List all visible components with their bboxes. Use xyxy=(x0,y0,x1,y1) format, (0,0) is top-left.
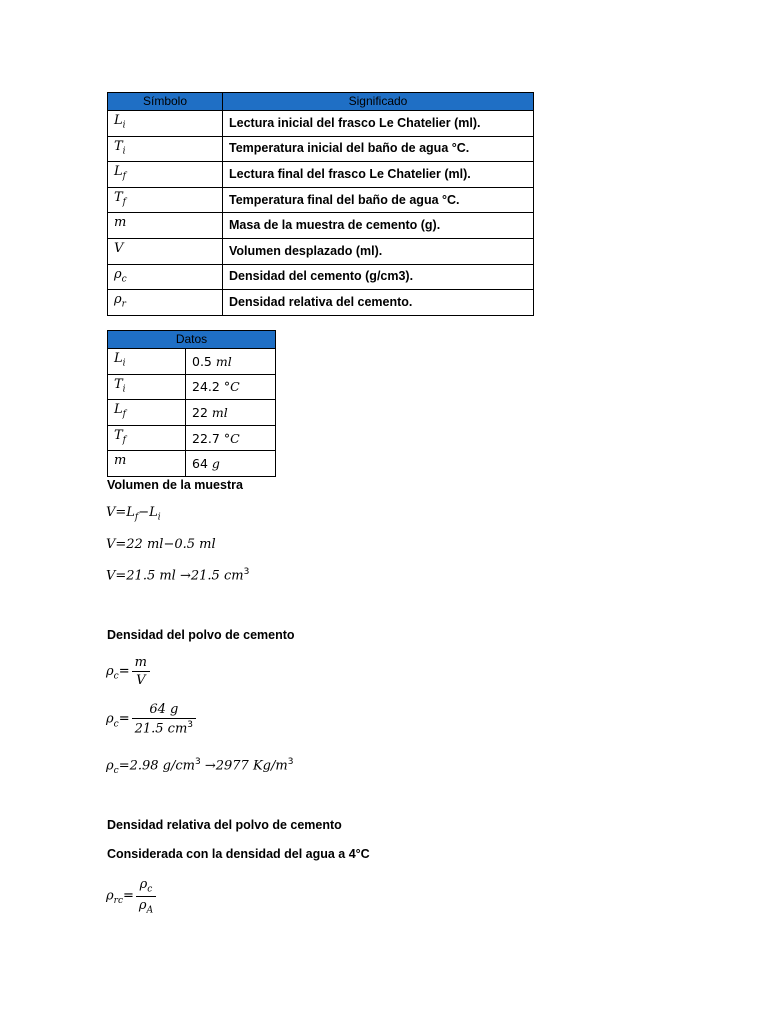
eq-sup: 3 xyxy=(194,757,201,767)
symbol-cell xyxy=(108,425,186,451)
fraction xyxy=(132,702,196,736)
symbol-cell xyxy=(108,187,223,213)
symbols-table-row xyxy=(108,213,534,239)
rho: ρ xyxy=(106,888,114,904)
relative-density-equation: $\rho_{rc}=$ $\frac{\rho_c}{\rho_A}$ xyxy=(106,877,156,915)
unit: °C xyxy=(223,430,240,446)
symbol: ρ xyxy=(114,266,122,282)
value-cell xyxy=(186,374,276,400)
symbols-table-row xyxy=(108,111,534,137)
frac-den: ρ xyxy=(138,897,147,913)
symbols-table-row xyxy=(108,238,534,264)
density-equation-3 xyxy=(106,757,293,776)
symbols-table-row xyxy=(108,187,534,213)
section-volume-title: Volumen de la muestra xyxy=(107,478,243,492)
symbol: L xyxy=(114,351,123,366)
eq-sub: i xyxy=(157,512,161,523)
data-table-row xyxy=(108,349,276,375)
symbol-cell xyxy=(108,238,223,264)
symbol: m xyxy=(114,453,127,469)
eq-text: →2977 Kg/m xyxy=(200,758,288,774)
symbols-table-row xyxy=(108,264,534,290)
header-symbol: Símbolo xyxy=(108,93,223,111)
symbol-sub: f xyxy=(122,197,127,208)
section-relative-density-title: Densidad relativa del polvo de cemento xyxy=(107,818,342,832)
eq-text: V=L xyxy=(106,505,135,520)
meaning-cell: Densidad del cemento (g/cm3). xyxy=(223,264,534,290)
symbols-table xyxy=(107,92,534,316)
frac-num: 64 g xyxy=(149,702,179,717)
fraction xyxy=(136,877,156,915)
unit: °C xyxy=(223,379,240,395)
symbol-cell xyxy=(108,290,223,316)
eq-text: V=21.5 ml →21.5 cm xyxy=(106,568,244,584)
rho: ρ xyxy=(106,758,114,774)
frac-den-sub: A xyxy=(146,905,154,916)
frac-num: m xyxy=(134,655,147,670)
unit: ml xyxy=(215,353,232,369)
data-table-row xyxy=(108,374,276,400)
symbol-cell xyxy=(108,264,223,290)
symbol-sub: f xyxy=(122,435,127,446)
symbol-sub: f xyxy=(122,409,126,420)
eq-sub: f xyxy=(134,512,139,523)
frac-den: V xyxy=(136,673,146,688)
value-cell xyxy=(186,400,276,426)
symbol-sub: i xyxy=(122,120,126,131)
symbol: T xyxy=(114,427,123,443)
header-datos: Datos xyxy=(108,331,276,349)
volume-equation-1 xyxy=(106,505,161,523)
rho-sub: c xyxy=(113,765,119,776)
symbol-sub: f xyxy=(122,171,126,182)
section-density-title: Densidad del polvo de cemento xyxy=(107,628,295,642)
symbol: T xyxy=(114,138,123,154)
unit: ml xyxy=(211,404,228,420)
rho: ρ xyxy=(106,711,114,727)
symbols-table-header xyxy=(108,93,534,111)
symbol: T xyxy=(114,189,123,205)
value-cell xyxy=(186,349,276,375)
eq-sup: 3 xyxy=(287,757,294,767)
symbols-table-row xyxy=(108,162,534,188)
meaning-cell: Masa de la muestra de cemento (g). xyxy=(223,213,534,239)
meaning-cell: Volumen desplazado (ml). xyxy=(223,238,534,264)
meaning-cell: Temperatura final del baño de agua °C. xyxy=(223,187,534,213)
symbol-cell xyxy=(108,213,223,239)
rho: ρ xyxy=(106,664,114,679)
value: 64 xyxy=(192,456,208,472)
density-equation-2: $\rho_c=$ $\frac{64 g}{21.5 cm^3}$ xyxy=(106,702,196,736)
rho-sub: c xyxy=(113,671,119,682)
frac-den: 21.5 cm xyxy=(134,721,188,737)
value: 22.7 xyxy=(192,430,220,446)
value: 22 xyxy=(192,404,208,420)
symbol: T xyxy=(114,376,123,392)
rho-sub: rc xyxy=(113,896,123,907)
data-table-row xyxy=(108,400,276,426)
meaning-cell: Lectura final del frasco Le Chatelier (ml). xyxy=(223,162,534,188)
symbol-cell xyxy=(108,451,186,477)
symbol-cell xyxy=(108,400,186,426)
symbol-sub: i xyxy=(122,146,126,157)
symbol: ρ xyxy=(114,292,122,308)
rho-sub: c xyxy=(113,719,119,730)
frac-num-sub: c xyxy=(147,884,153,895)
data-table-header xyxy=(108,331,276,349)
frac-num: ρ xyxy=(139,877,148,892)
frac-den-sup: 3 xyxy=(187,720,194,730)
symbol-cell xyxy=(108,162,223,188)
eq-text: V=22 ml−0.5 ml xyxy=(106,537,216,552)
meaning-cell: Temperatura inicial del baño de agua °C. xyxy=(223,136,534,162)
volume-equation-3 xyxy=(106,567,249,583)
eq-text: −L xyxy=(138,505,158,520)
value-cell xyxy=(186,451,276,477)
section-relative-density-subtitle: Considerada con la densidad del agua a 4°C xyxy=(107,847,370,861)
meaning-cell: Lectura inicial del frasco Le Chatelier (ml). xyxy=(223,111,534,137)
symbol: L xyxy=(114,164,123,180)
symbol-cell xyxy=(108,136,223,162)
data-table-row xyxy=(108,451,276,477)
value: 0.5 xyxy=(192,353,212,369)
data-table xyxy=(107,330,276,477)
symbol: L xyxy=(114,402,123,418)
unit: g xyxy=(211,456,220,472)
value: 24.2 xyxy=(192,379,220,395)
volume-equation-2 xyxy=(106,537,216,552)
symbols-table-row xyxy=(108,290,534,316)
symbol-sub: i xyxy=(122,358,126,369)
eq-text: =2.98 g/cm xyxy=(118,758,195,774)
density-equation-1: $\rho_c=$ $\frac{m}{V}$ xyxy=(106,655,150,688)
header-meaning: Significado xyxy=(223,93,534,111)
meaning-cell: Densidad relativa del cemento. xyxy=(223,290,534,316)
data-table-row xyxy=(108,425,276,451)
symbol-sub: c xyxy=(121,274,127,285)
fraction xyxy=(132,655,150,688)
eq-sup: 3 xyxy=(243,567,250,577)
symbol-sub: i xyxy=(122,384,126,395)
symbol: V xyxy=(114,240,124,256)
symbol-cell xyxy=(108,374,186,400)
symbol-cell xyxy=(108,349,186,375)
symbol-sub: r xyxy=(121,299,126,310)
symbol: m xyxy=(114,215,127,231)
symbol: L xyxy=(114,113,123,128)
value-cell xyxy=(186,425,276,451)
symbol-cell xyxy=(108,111,223,137)
symbols-table-row xyxy=(108,136,534,162)
